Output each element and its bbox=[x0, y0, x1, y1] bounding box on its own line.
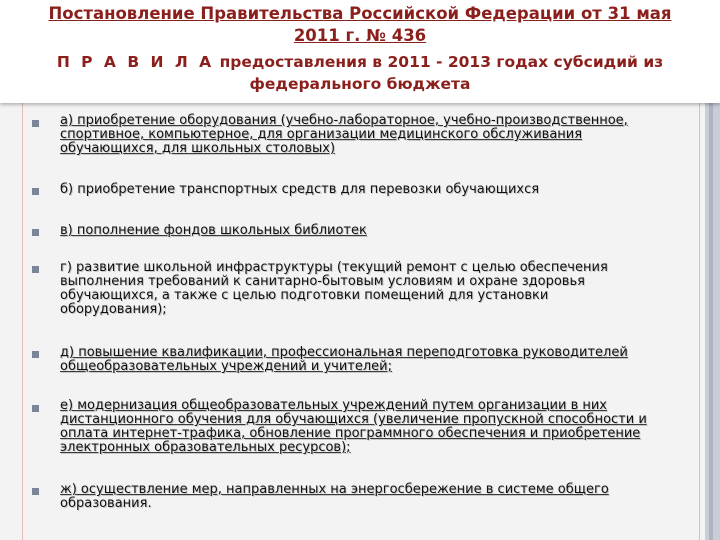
subtitle-line-1-rest: предоставления в 2011 - 2013 годах субсидий из bbox=[214, 53, 664, 71]
list-item-line: оборудования); bbox=[60, 302, 167, 317]
bullet-square-icon bbox=[32, 266, 39, 273]
bullet-square-icon bbox=[32, 120, 39, 127]
content-panel-border bbox=[22, 103, 700, 540]
bullet-square-icon bbox=[32, 229, 39, 236]
list-item-line: а) приобретение оборудования (учебно-лабораторное, учебно-производственное, bbox=[60, 113, 628, 128]
list-item-e bbox=[60, 399, 690, 455]
slide-header bbox=[0, 0, 720, 103]
list-item-line: электронных образовательных ресурсов); bbox=[60, 440, 351, 455]
list-item-line: г) развитие школьной инфраструктуры (текущий ремонт с целью обеспечения bbox=[60, 260, 608, 275]
list-item-line: обучающихся, для школьных столовых) bbox=[60, 141, 336, 156]
bullet-square-icon bbox=[32, 488, 39, 495]
right-decor-strip-inner bbox=[709, 103, 713, 540]
list-item-line: дистанционного обучения для обучающихся (увеличение пропускной способности и bbox=[60, 412, 647, 427]
list-item-line: ж) осуществление мер, направленных на энергосбережение в системе общего bbox=[60, 482, 609, 497]
list-item-d bbox=[60, 346, 690, 374]
subtitle-rules-word: П Р А В И Л А bbox=[56, 53, 215, 71]
list-item-line: в) пополнение фондов школьных библиотек bbox=[60, 223, 367, 238]
list-item-a bbox=[60, 114, 690, 156]
page-title-line-2: 2011 г. № 436 bbox=[293, 26, 427, 45]
list-item-zh bbox=[60, 483, 690, 511]
list-item-b bbox=[60, 183, 690, 197]
bullet-square-icon bbox=[32, 351, 39, 358]
list-item-v bbox=[60, 224, 690, 238]
list-item-line: е) модернизация общеобразовательных учреждений путем организации в них bbox=[60, 398, 608, 413]
list-item-line: выполнения требований к санитарно-бытовым условиям и охране здоровья bbox=[60, 274, 585, 289]
bullet-square-icon bbox=[32, 188, 39, 195]
list-item-line: спортивное, компьютерное, для организации медицинского обслуживания bbox=[60, 127, 583, 142]
subtitle-line-2: федерального бюджета bbox=[249, 75, 471, 93]
list-item-line: общеобразовательных учреждений и учителей; bbox=[60, 359, 392, 374]
list-item-line: д) повышение квалификации, профессиональная переподготовка руководителей bbox=[60, 345, 628, 360]
list-item-line: образования. bbox=[60, 496, 152, 511]
list-item-line: оплата интернет-трафика, обновление программного обеспечения и приобретение bbox=[60, 426, 641, 441]
subtitle-line-1 bbox=[0, 53, 720, 71]
list-item-g bbox=[60, 261, 690, 317]
list-item-line: обучающихся, а также с целью подготовки помещений для установки bbox=[60, 288, 549, 303]
bullet-square-icon bbox=[32, 405, 39, 412]
page-title-line-1: Постановление Правительства Российской Федерации от 31 мая bbox=[48, 4, 672, 23]
list-item-line: б) приобретение транспортных средств для перевозки обучающихся bbox=[60, 182, 540, 197]
